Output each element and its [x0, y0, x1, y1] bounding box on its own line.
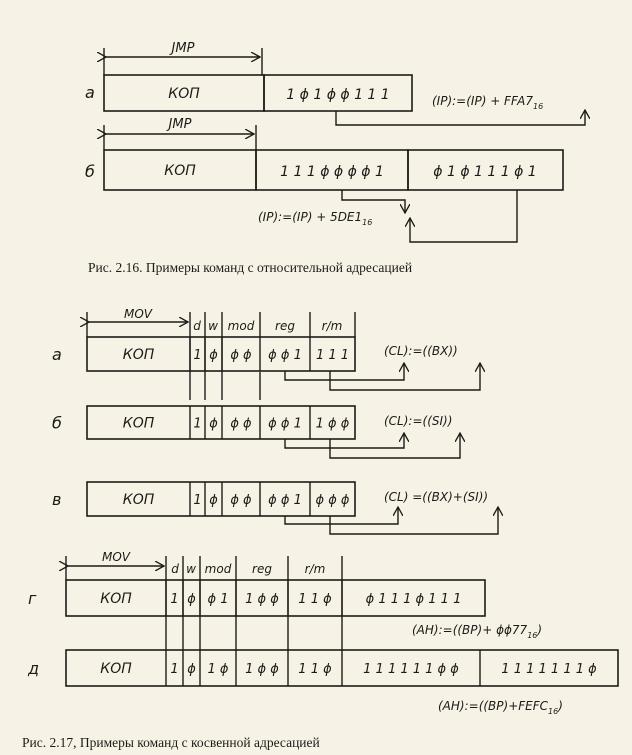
fig217-bottom-reg: reg — [252, 562, 272, 576]
fig217-row-3 — [28, 580, 542, 640]
field-mod: ϕ ϕ — [230, 493, 252, 508]
fig216-b-header: JMP — [168, 117, 192, 132]
row-formula: (AH):=((BP)+ $\phi\phi 77_{16}$) — [412, 623, 543, 640]
fig217-top-w: w — [208, 319, 218, 333]
row-formula: (CL) =((BX)+(SI)) — [384, 490, 489, 504]
row-formula: $(AH):=((BP)+FEFC_{16})$ — [438, 699, 563, 716]
row-letter: в — [52, 490, 62, 509]
field-d: 1 — [170, 662, 179, 677]
fig217-bottom-rm: r/m — [304, 562, 326, 576]
field-rm: 1 ϕ ϕ — [315, 416, 350, 432]
fig216-caption: Рис. 2.16. Примеры команд с относительной адресацией — [88, 260, 413, 275]
field-w: ϕ — [187, 662, 196, 677]
field-reg: ϕ ϕ 1 — [268, 493, 302, 508]
field-d: 1 — [193, 416, 202, 432]
operand-arrow — [330, 363, 480, 390]
fig217-top-mov: MOV — [123, 307, 153, 321]
field-disp2: 1 1 1 1 1 1 1 ϕ — [501, 662, 597, 677]
field-mod: ϕ 1 — [207, 592, 229, 607]
field-w: ϕ — [209, 348, 218, 363]
field-d: 1 — [193, 493, 202, 508]
fig217-top-rm: r/m — [321, 319, 343, 333]
row-formula: (CL):=((SI)) — [384, 414, 453, 428]
fig217-top-reg: reg — [275, 319, 295, 333]
fig216-a — [85, 41, 585, 125]
fig216-a-header: JMP — [171, 41, 195, 56]
field-mod: ϕ ϕ — [230, 348, 252, 363]
field-opcode: КОП — [122, 492, 155, 508]
fig216-b-bits2: ϕ 1 ϕ 1 1 1 ϕ 1 — [433, 164, 537, 180]
row-letter: a — [52, 345, 62, 364]
field-w: ϕ — [209, 493, 218, 508]
fig216-a-bits: 1 ϕ 1 ϕ ϕ 1 1 1 — [286, 87, 390, 103]
fig216-b-letter: б — [85, 162, 95, 181]
field-d: 1 — [193, 348, 202, 363]
field-reg: ϕ ϕ 1 — [268, 348, 302, 363]
row-letter: б — [52, 413, 62, 433]
field-mod: ϕ ϕ — [230, 416, 252, 432]
fig217-top-mod: mod — [227, 319, 255, 333]
row-letter: г — [28, 589, 37, 608]
fig217-bottom-mov: MOV — [101, 550, 131, 564]
fig217-bottom-mod: mod — [204, 562, 232, 576]
fig217-caption: Рис. 2.17, Примеры команд с косвенной адресацией — [22, 735, 320, 750]
field-disp: ϕ 1 1 1 ϕ 1 1 1 — [365, 592, 462, 607]
field-rm: ϕ ϕ ϕ — [315, 493, 350, 508]
field-opcode: КОП — [100, 591, 132, 607]
fig217-top-d: d — [193, 319, 201, 333]
fig216-a-arrow — [336, 110, 585, 125]
fig217-row-4 — [27, 650, 618, 716]
field-w: ϕ — [209, 416, 218, 432]
field-rm: 1 1 ϕ — [298, 662, 332, 677]
field-reg: 1 ϕ ϕ — [245, 592, 279, 607]
field-rm: 1 1 1 — [315, 348, 350, 363]
field-disp: 1 1 1 1 1 1 ϕ ϕ — [363, 662, 459, 677]
row-formula: (CL):=((BX)) — [384, 344, 458, 358]
fig216-a-formula: (IP):=(IP) + $FFA7_{16}$ — [432, 94, 544, 111]
fig216-a-letter: a — [85, 83, 95, 102]
field-opcode: КОП — [100, 661, 132, 677]
operand-arrow — [330, 433, 460, 458]
fig216-a-opcode: КОП — [168, 86, 200, 102]
fig216-b — [85, 117, 563, 242]
fig216-b-bits1: 1 1 1 ϕ ϕ ϕ ϕ 1 — [280, 164, 384, 180]
field-w: ϕ — [187, 592, 196, 607]
fig217-bottom-d: d — [171, 562, 179, 576]
fig216-b-opcode: КОП — [164, 163, 196, 179]
field-opcode: КОП — [122, 415, 155, 432]
operand-arrow — [285, 433, 404, 448]
fig217-row-0 — [52, 337, 480, 390]
field-mod: 1 ϕ — [207, 662, 229, 677]
field-reg: ϕ ϕ 1 — [268, 416, 302, 432]
field-rm: 1 1 ϕ — [298, 592, 332, 607]
fig217-row-2 — [52, 482, 498, 534]
field-d: 1 — [170, 592, 179, 607]
field-opcode: КОП — [122, 347, 155, 363]
field-reg: 1 ϕ ϕ — [245, 662, 279, 677]
fig216-b-formula: (IP):=(IP) + $5DE1_{16}$ — [258, 210, 373, 227]
fig217-row-1 — [52, 406, 460, 458]
row-letter: д — [28, 659, 40, 678]
fig217-bottom-w: w — [186, 562, 196, 576]
